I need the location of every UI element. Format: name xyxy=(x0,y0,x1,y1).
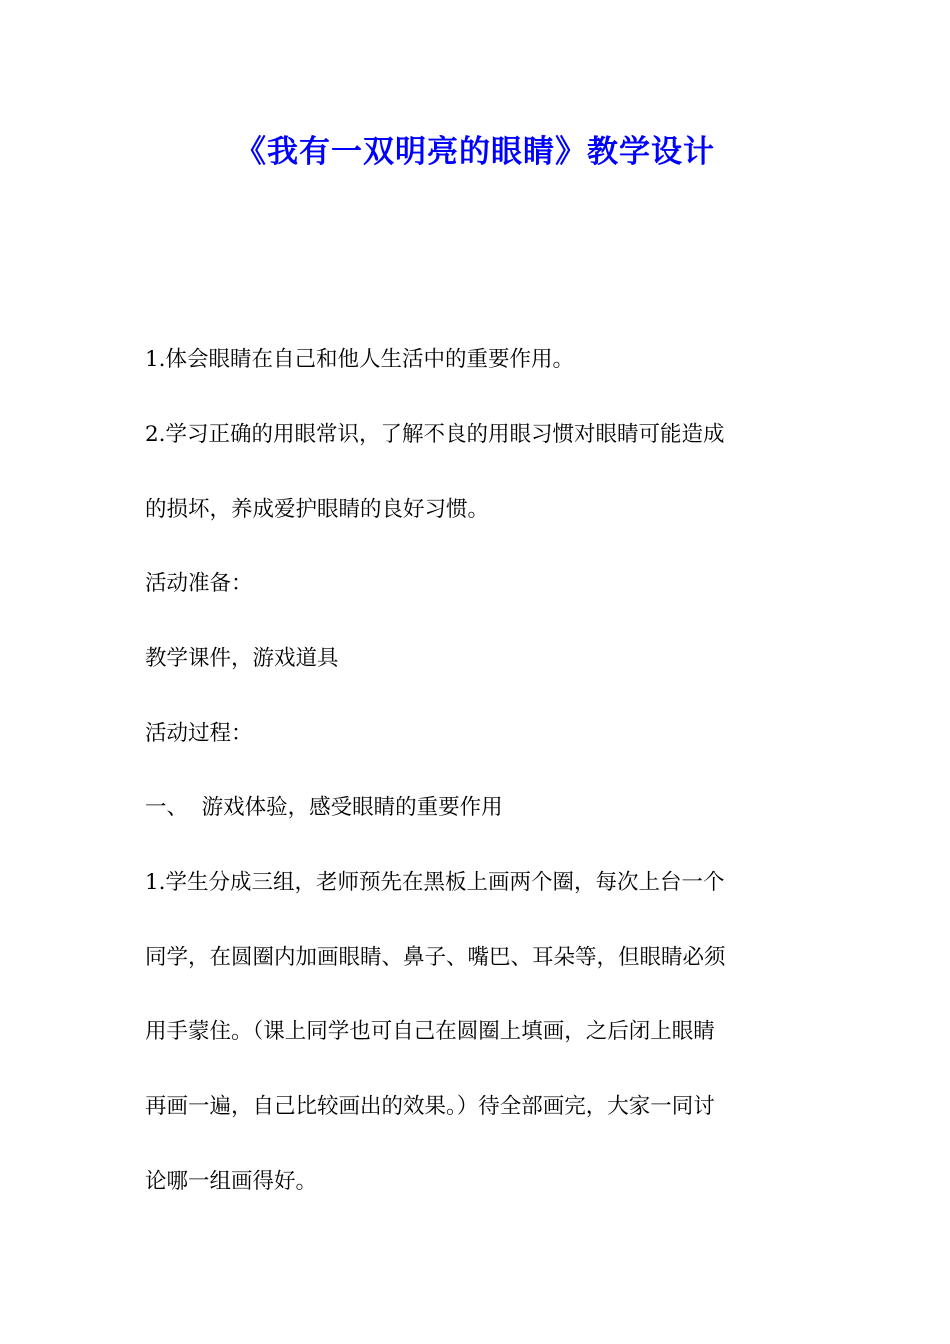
step-1-line-4: 再画一遍，自己比较画出的效果。）待全部画完，大家一同讨 xyxy=(145,1094,715,1119)
section-heading-preparation: 活动准备： xyxy=(145,571,253,596)
objective-2-line-2: 的损坏，养成爱护眼睛的良好习惯。 xyxy=(145,497,490,522)
document-title: 《我有一双明亮的眼睛》教学设计 xyxy=(235,134,715,170)
objective-2-line-1: 2.学习正确的用眼常识，了解不良的用眼习惯对眼睛可能造成 xyxy=(145,422,725,447)
step-1-line-3: 用手蒙住。（课上同学也可自己在圆圈上填画，之后闭上眼睛 xyxy=(145,1019,715,1044)
objective-1: 1.体会眼睛在自己和他人生活中的重要作用。 xyxy=(145,347,575,372)
section-heading-process: 活动过程： xyxy=(145,721,253,746)
preparation-items: 教学课件，游戏道具 xyxy=(145,646,339,671)
step-1-line-1: 1.学生分成三组，老师预先在黑板上画两个圈，每次上台一个 xyxy=(145,870,725,895)
step-1-line-5: 论哪一组画得好。 xyxy=(145,1169,318,1194)
step-heading-1: 一、 游戏体验，感受眼睛的重要作用 xyxy=(145,795,503,820)
step-1-line-2: 同学，在圆圈内加画眼睛、鼻子、嘴巴、耳朵等，但眼睛必须 xyxy=(145,945,726,970)
